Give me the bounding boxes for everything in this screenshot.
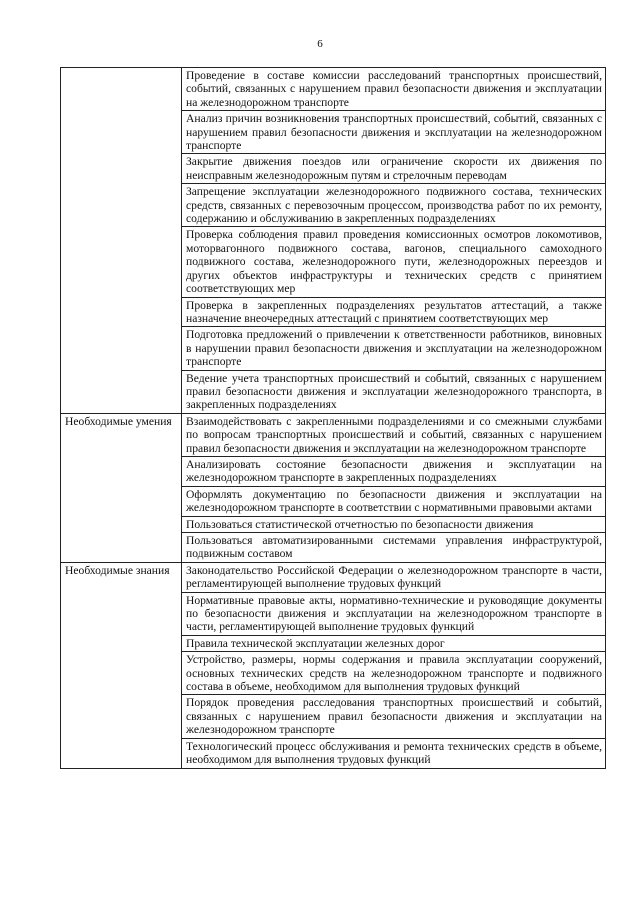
table-cell: Запрещение эксплуатации железнодорожного подвижного состава, технических средств, связанных с перевозочным процессом, производства работ по их ремонту, содержанию и обслуживанию в закрепленных подразделениях: [182, 184, 606, 227]
section-label-skills: Необходимые умения: [61, 413, 182, 562]
table-cell: Анализировать состояние безопасности движения и эксплуатации на железнодорожном транспорте в закрепленных подразделениях: [182, 456, 606, 486]
competency-table: [60, 67, 606, 769]
table-cell: Пользоваться статистической отчетностью по безопасности движения: [182, 516, 606, 532]
table-cell: Пользоваться автоматизированными системами управления инфраструктурой, подвижным составом: [182, 533, 606, 563]
table-cell: Законодательство Российской Федерации о железнодорожном транспорте в части, регламентирующей выполнение трудовых функций: [182, 562, 606, 592]
table-cell: Порядок проведения расследования транспортных происшествий и событий, связанных с нарушением правил безопасности движения и эксплуатации на железнодорожном транспорте: [182, 695, 606, 738]
table-cell: Проверка соблюдения правил проведения комиссионных осмотров локомотивов, моторвагонного подвижного состава, вагонов, специального самоходного подвижного состава, железнодорожного пути, железнодорожных переездов и других объектов инфраструктуры и технических средств с принятием соответствующих мер: [182, 227, 606, 297]
table-cell: Взаимодействовать с закрепленными подразделениями и со смежными службами по вопросам транспортных происшествий и событий, связанных с нарушением правил безопасности движения и эксплуатации на железнодорожном транспорте: [182, 413, 606, 456]
table-row: [61, 413, 606, 456]
section-label-knowledge: Необходимые знания: [61, 562, 182, 768]
table-cell: Проведение в составе комиссии расследований транспортных происшествий, событий, связанных с нарушением правил безопасности движения и эксплуатации на железнодорожном транспорте: [182, 68, 606, 111]
table-cell: Проверка в закрепленных подразделениях результатов аттестаций, а также назначение внеочередных аттестаций с принятием соответствующих мер: [182, 297, 606, 327]
table-cell: Закрытие движения поездов или ограничение скорости их движения по неисправным железнодорожным путям и стрелочным переводам: [182, 154, 606, 184]
table-cell: Устройство, размеры, нормы содержания и правила эксплуатации сооружений, основных технических средств на железнодорожном транспорте и подвижного состава в объеме, необходимом для выполнения трудовых функций: [182, 652, 606, 695]
table-row: [61, 68, 606, 111]
table-cell: Правила технической эксплуатации железных дорог: [182, 635, 606, 651]
page-number: 6: [317, 38, 323, 50]
table-cell: Оформлять документацию по безопасности движения и эксплуатации на железнодорожном транспорте в соответствии с нормативными правовыми актами: [182, 486, 606, 516]
section-label: [61, 68, 182, 414]
table-row: [61, 562, 606, 592]
table-cell: Ведение учета транспортных происшествий и событий, связанных с нарушением правил безопасности движения и эксплуатации железнодорожного транспорта, в закрепленных подразделениях: [182, 370, 606, 413]
table-cell: Технологический процесс обслуживания и ремонта технических средств в объеме, необходимом для выполнения трудовых функций: [182, 738, 606, 768]
table-cell: Нормативные правовые акты, нормативно-технические и руководящие документы по безопасности движения и эксплуатации на железнодорожном транспорте в части, регламентирующей выполнение трудовых функций: [182, 592, 606, 635]
table-cell: Анализ причин возникновения транспортных происшествий, событий, связанных с нарушением правил безопасности движения и эксплуатации на железнодорожном транспорте: [182, 111, 606, 154]
table-cell: Подготовка предложений о привлечении к ответственности работников, виновных в нарушении правил безопасности движения и эксплуатации на железнодорожном транспорте: [182, 327, 606, 370]
